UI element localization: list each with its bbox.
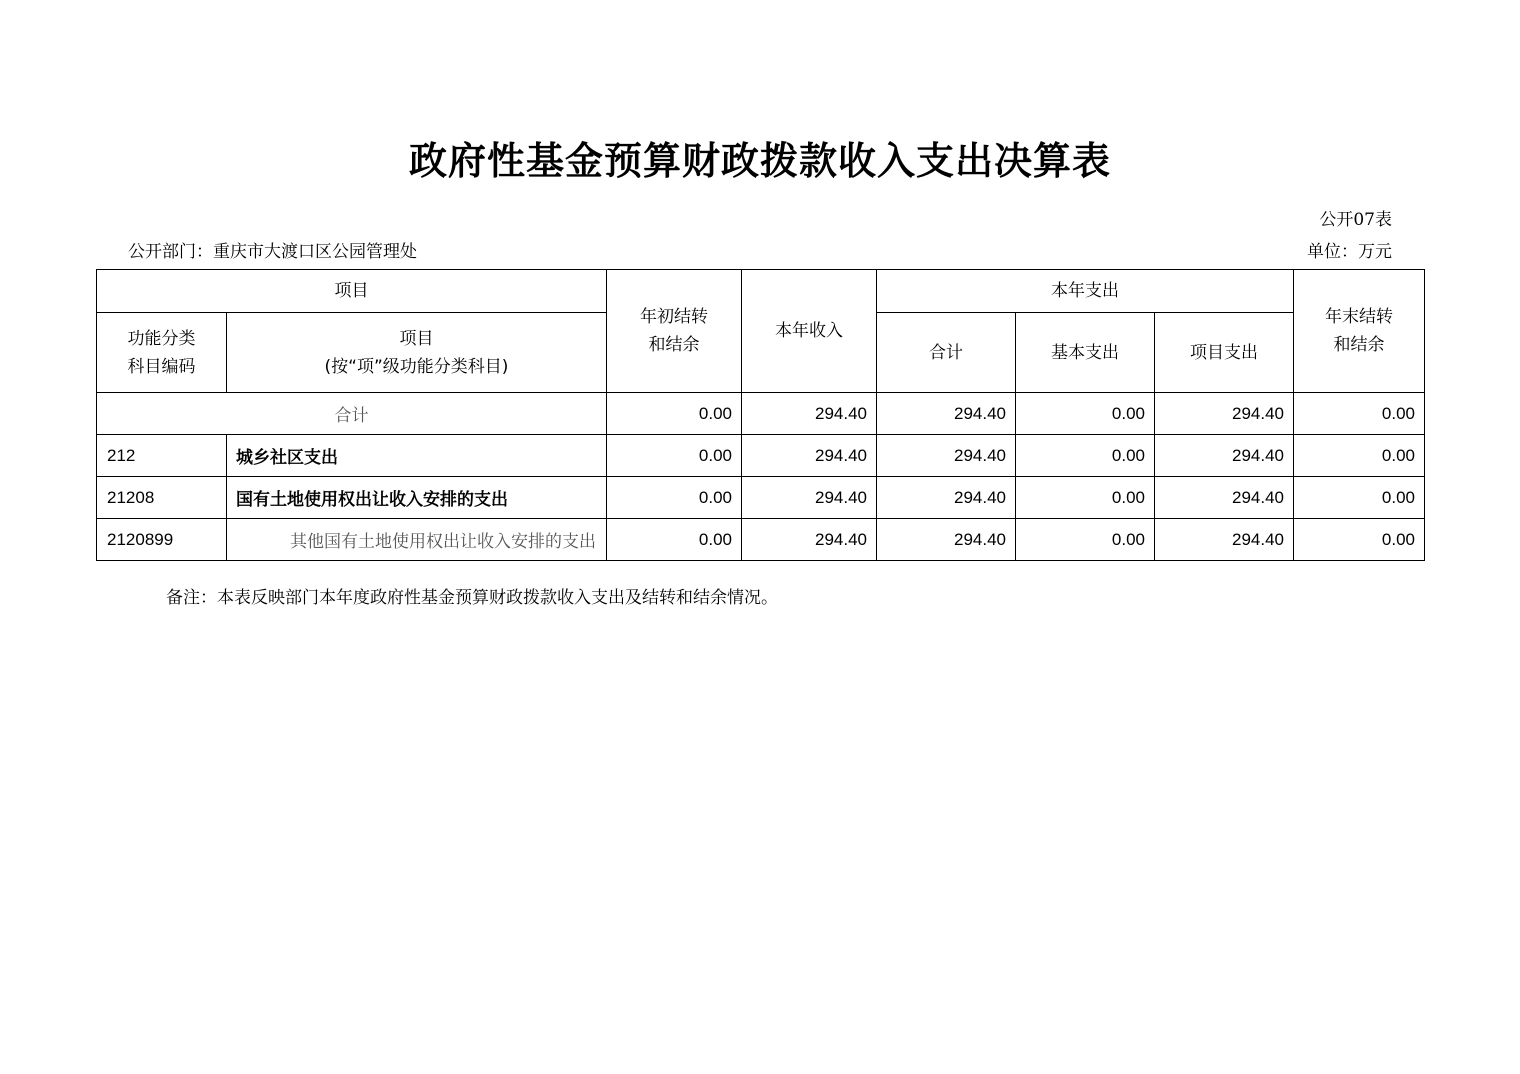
- unit-label: 单位：万元: [1307, 242, 1392, 262]
- cell-expense-basic: 0.00: [1016, 393, 1155, 435]
- header-project-group: 项目: [97, 270, 607, 313]
- header-name-line2: (按“项”级功能分类科目): [324, 356, 509, 377]
- department-label: 公开部门：重庆市大渡口区公园管理处: [128, 242, 417, 262]
- cell-expense-project: 294.40: [1155, 519, 1294, 561]
- cell-expense-basic: 0.00: [1016, 477, 1155, 519]
- header-closing-line1: 年末结转: [1325, 307, 1393, 327]
- cell-code: 2120899: [97, 519, 227, 561]
- header-closing-line2: 和结余: [1333, 335, 1385, 355]
- cell-opening: 0.00: [607, 435, 742, 477]
- page-title: 政府性基金预算财政拨款收入支出决算表: [408, 139, 1111, 183]
- cell-closing: 0.00: [1294, 519, 1425, 561]
- cell-code: 212: [97, 435, 227, 477]
- cell-expense-project: 294.40: [1155, 393, 1294, 435]
- table-row: [97, 435, 1425, 477]
- cell-expense-total: 294.40: [877, 477, 1016, 519]
- cell-name: 国有土地使用权出让收入安排的支出: [227, 477, 607, 519]
- footnote: 备注：本表反映部门本年度政府性基金预算财政拨款收入支出及结转和结余情况。: [166, 588, 778, 608]
- table-row: [97, 519, 1425, 561]
- cell-expense-project: 294.40: [1155, 477, 1294, 519]
- header-expense-basic: 基本支出: [1016, 313, 1155, 393]
- cell-code: 21208: [97, 477, 227, 519]
- header-income: 本年收入: [742, 270, 877, 393]
- cell-expense-total: 294.40: [877, 519, 1016, 561]
- cell-closing: 0.00: [1294, 393, 1425, 435]
- header-expense-project: 项目支出: [1155, 313, 1294, 393]
- header-name-line1: 项目: [399, 328, 434, 349]
- cell-expense-basic: 0.00: [1016, 519, 1155, 561]
- header-name-column: [227, 313, 607, 393]
- header-code-line1: 功能分类: [127, 328, 196, 349]
- header-code-line2: 科目编码: [127, 356, 196, 377]
- cell-opening: 0.00: [607, 477, 742, 519]
- budget-table: [96, 269, 1425, 561]
- cell-income: 294.40: [742, 519, 877, 561]
- cell-income: 294.40: [742, 393, 877, 435]
- cell-closing: 0.00: [1294, 435, 1425, 477]
- header-expense-total: 合计: [877, 313, 1016, 393]
- header-opening-line1: 年初结转: [640, 307, 708, 327]
- table-row-total: [97, 393, 1425, 435]
- total-label: 合计: [97, 393, 607, 435]
- cell-closing: 0.00: [1294, 477, 1425, 519]
- header-code-column: [97, 313, 227, 393]
- cell-opening: 0.00: [607, 519, 742, 561]
- cell-expense-total: 294.40: [877, 393, 1016, 435]
- cell-expense-basic: 0.00: [1016, 435, 1155, 477]
- header-expense-group: 本年支出: [877, 270, 1294, 313]
- header-closing-balance: [1294, 270, 1425, 393]
- header-opening-balance: [607, 270, 742, 393]
- cell-income: 294.40: [742, 477, 877, 519]
- cell-opening: 0.00: [607, 393, 742, 435]
- table-row: [97, 477, 1425, 519]
- cell-name: 其他国有土地使用权出让收入安排的支出: [227, 519, 607, 561]
- cell-income: 294.40: [742, 435, 877, 477]
- form-number: 公开07表: [1319, 210, 1392, 230]
- cell-expense-project: 294.40: [1155, 435, 1294, 477]
- header-opening-line2: 和结余: [648, 335, 700, 355]
- cell-name: 城乡社区支出: [227, 435, 607, 477]
- cell-expense-total: 294.40: [877, 435, 1016, 477]
